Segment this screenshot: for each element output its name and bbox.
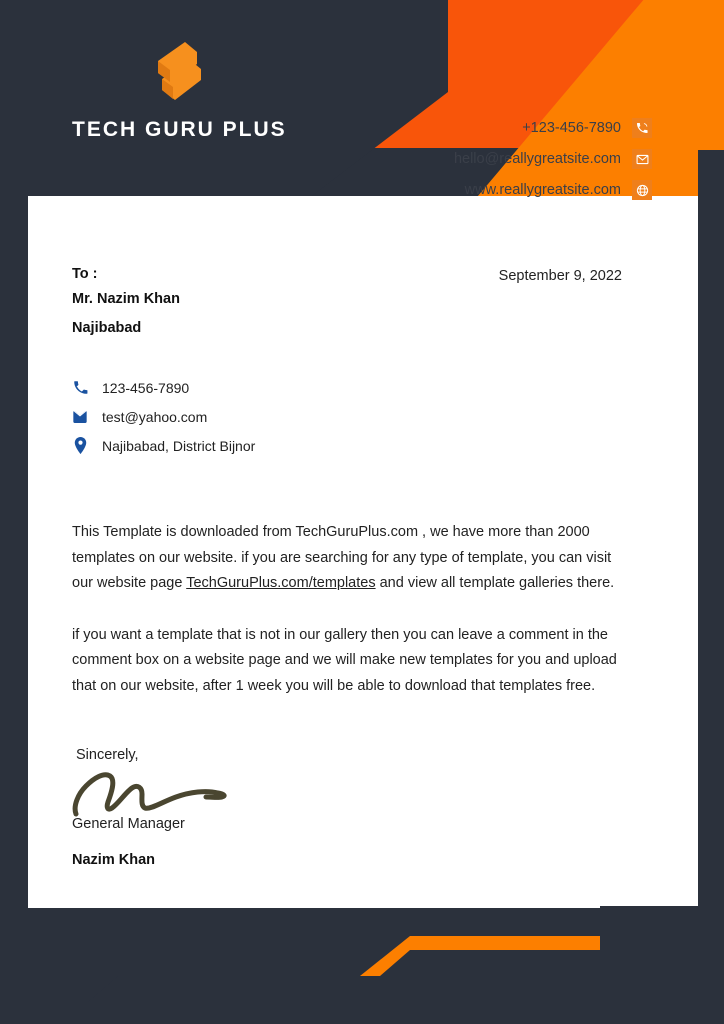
body-paragraph-1: [72, 520, 622, 597]
brand-name: TECH GURU PLUS: [72, 118, 287, 141]
right-navy-strip: [698, 150, 724, 910]
handwritten-signature-icon: [72, 764, 242, 820]
email-icon: [632, 149, 652, 169]
to-label: To :: [72, 266, 98, 282]
email-icon: [72, 408, 88, 425]
brand-logo: [72, 42, 372, 142]
header-contact-website[interactable]: [465, 180, 652, 200]
sender-phone-text: 123-456-7890: [102, 379, 190, 396]
recipient-and-date: [72, 262, 622, 342]
body-paragraph-2: if you want a template that is not in our gallery then you can leave a comment in the comment box on a website page and we will make new templates for you and upload that on our website, after 1 week you will be able to download that templates free.: [72, 626, 617, 694]
sender-contact-phone[interactable]: [72, 379, 622, 396]
location-pin-icon: [72, 437, 88, 454]
phone-icon: [632, 118, 652, 138]
paragraph-1-before-link: This Template is downloaded from TechGuruPlus.com , we have more than 2000 templates on our website. if you are searching for any type of template, you can visit our website page: [72, 524, 612, 591]
header-contact-list: [454, 118, 652, 200]
letter-date: September 9, 2022: [498, 268, 622, 284]
sender-contact-list: [72, 379, 622, 454]
globe-icon: [632, 180, 652, 200]
paragraph-1-after-link: and view all template galleries there.: [375, 575, 615, 591]
header-contact-email[interactable]: [454, 149, 652, 169]
recipient-city: Najibabad: [72, 320, 142, 336]
header-phone-text: +123-456-7890: [522, 120, 621, 136]
signature-block: [72, 747, 622, 868]
sender-address-text: Najibabad, District Bijnor: [102, 437, 256, 454]
phone-icon: [72, 379, 88, 396]
sender-email-text: test@yahoo.com: [102, 408, 208, 425]
header-website-text: www.reallygreatsite.com: [464, 182, 621, 198]
closing-text: Sincerely,: [76, 747, 139, 763]
templates-link[interactable]: TechGuruPlus.com/templates: [186, 575, 376, 591]
signer-role: General Manager: [72, 816, 185, 832]
letter-body: [72, 262, 622, 868]
recipient-name: Mr. Nazim Khan: [72, 291, 180, 307]
signer-name: Nazim Khan: [72, 852, 155, 868]
header-contact-phone[interactable]: [522, 118, 652, 138]
header-email-text: hello@reallygreatsite.com: [453, 151, 621, 167]
sender-contact-email[interactable]: [72, 408, 622, 425]
sender-contact-address[interactable]: [72, 437, 622, 454]
flame-s-logo-icon: [144, 42, 204, 104]
